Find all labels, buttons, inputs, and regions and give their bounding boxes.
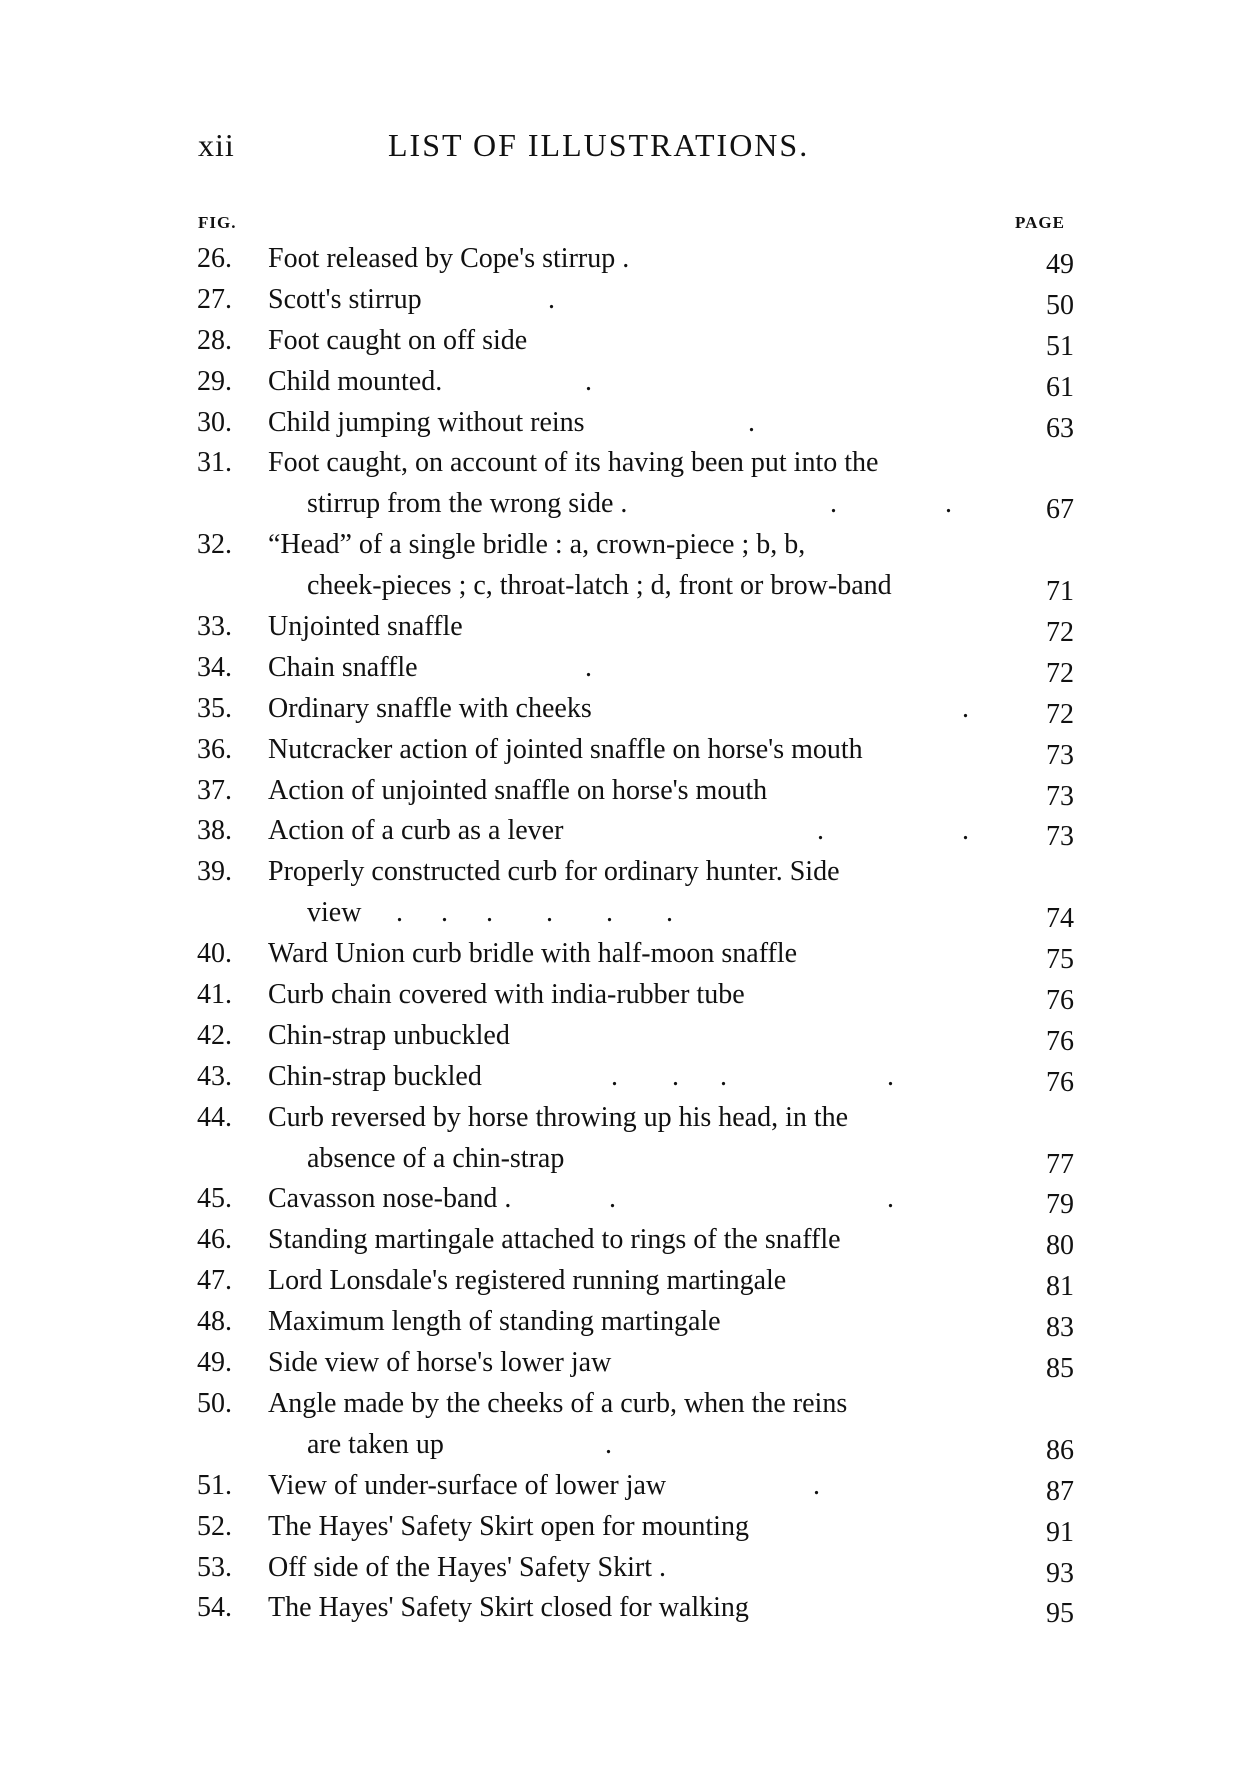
figure-number: 50. bbox=[197, 1387, 232, 1419]
figure-caption: cheek-pieces ; c, throat-latch ; d, front or brow-band bbox=[307, 570, 892, 602]
page-number: 77 bbox=[1046, 1148, 1074, 1180]
figure-number: 53. bbox=[197, 1551, 232, 1583]
figure-caption: Action of a curb as a lever bbox=[268, 815, 564, 847]
figure-caption: Curb chain covered with india-rubber tube bbox=[268, 979, 745, 1011]
figure-number: 36. bbox=[197, 733, 232, 765]
page-number: 73 bbox=[1046, 780, 1074, 812]
page-number: 79 bbox=[1046, 1189, 1074, 1221]
list-entry-line bbox=[0, 1098, 1259, 1139]
list-entry-line bbox=[0, 1466, 1259, 1507]
list-entry-line bbox=[0, 1179, 1259, 1220]
page-folio: xii bbox=[198, 127, 235, 163]
page-number: 73 bbox=[1046, 739, 1074, 771]
page-number: 63 bbox=[1046, 412, 1074, 444]
leader-dot: . bbox=[720, 1060, 727, 1092]
leader-dot: . bbox=[548, 283, 555, 315]
figure-caption: Unjointed snaffle bbox=[268, 611, 463, 643]
list-entry-line bbox=[0, 1384, 1259, 1425]
figure-caption: Foot caught on off side bbox=[268, 324, 528, 356]
figure-caption: stirrup from the wrong side . bbox=[307, 488, 628, 520]
figure-number: 54. bbox=[197, 1592, 232, 1624]
page-number: 50 bbox=[1046, 289, 1074, 321]
figure-caption: The Hayes' Safety Skirt closed for walking bbox=[268, 1592, 749, 1624]
page-number: 86 bbox=[1046, 1434, 1074, 1466]
page-number: 83 bbox=[1046, 1312, 1074, 1344]
list-entry-line bbox=[0, 811, 1259, 852]
figure-number: 51. bbox=[197, 1469, 232, 1501]
list-entry-line bbox=[0, 239, 1259, 280]
leader-dot: . bbox=[887, 1060, 894, 1092]
leader-dot: . bbox=[887, 1183, 894, 1215]
page-number: 95 bbox=[1046, 1598, 1074, 1630]
page-number: 76 bbox=[1046, 985, 1074, 1017]
list-entry-line bbox=[0, 852, 1259, 893]
figure-caption: Action of unjointed snaffle on horse's mouth bbox=[268, 774, 768, 806]
list-entry-line bbox=[0, 321, 1259, 362]
list-entry-line bbox=[0, 566, 1259, 607]
list-entry-line bbox=[0, 443, 1259, 484]
figure-caption: Child jumping without reins bbox=[268, 406, 585, 438]
figure-number: 35. bbox=[197, 692, 232, 724]
leader-dot: . bbox=[585, 365, 592, 397]
leader-dot: . bbox=[611, 1060, 618, 1092]
leader-dot: . bbox=[813, 1469, 820, 1501]
page-number: 93 bbox=[1046, 1557, 1074, 1589]
page-number: 73 bbox=[1046, 821, 1074, 853]
list-entry-line bbox=[0, 1220, 1259, 1261]
figure-caption: Chin-strap unbuckled bbox=[268, 1019, 510, 1051]
figure-caption: Angle made by the cheeks of a curb, when the reins bbox=[268, 1387, 848, 1419]
list-entry-line bbox=[0, 893, 1259, 934]
page-number: 61 bbox=[1046, 371, 1074, 403]
list-entry-line bbox=[0, 1507, 1259, 1548]
leader-dot: . bbox=[605, 1428, 612, 1460]
figure-number: 39. bbox=[197, 856, 232, 888]
list-entry-line bbox=[0, 525, 1259, 566]
list-entry-line bbox=[0, 280, 1259, 321]
leader-dot: . bbox=[546, 897, 553, 929]
leader-dot: . bbox=[962, 815, 969, 847]
figure-caption: Maximum length of standing martingale bbox=[268, 1306, 721, 1338]
figure-caption: “Head” of a single bridle : a, crown-piece ; b, b, bbox=[268, 529, 806, 561]
figure-number: 52. bbox=[197, 1510, 232, 1542]
list-entry-line bbox=[0, 1302, 1259, 1343]
list-entry-line bbox=[0, 1057, 1259, 1098]
figure-caption: Chin-strap buckled bbox=[268, 1060, 482, 1092]
figure-caption: Foot caught, on account of its having been put into the bbox=[268, 447, 879, 479]
running-title: LIST OF ILLUSTRATIONS. bbox=[388, 127, 810, 163]
list-entry-line bbox=[0, 1261, 1259, 1302]
figure-number: 40. bbox=[197, 938, 232, 970]
page-number: 80 bbox=[1046, 1230, 1074, 1262]
figure-number: 32. bbox=[197, 529, 232, 561]
figure-caption: Properly constructed curb for ordinary hunter. Side bbox=[268, 856, 840, 888]
list-entry-line bbox=[0, 1548, 1259, 1589]
leader-dot: . bbox=[830, 488, 837, 520]
figure-caption: Scott's stirrup bbox=[268, 283, 422, 315]
leader-dot: . bbox=[945, 488, 952, 520]
figure-caption: Child mounted. bbox=[268, 365, 443, 397]
list-entry-line bbox=[0, 1016, 1259, 1057]
list-entry-line bbox=[0, 362, 1259, 403]
figure-caption: Standing martingale attached to rings of the snaffle bbox=[268, 1224, 841, 1256]
figure-caption: Off side of the Hayes' Safety Skirt . bbox=[268, 1551, 667, 1583]
figure-number: 28. bbox=[197, 324, 232, 356]
figure-number: 33. bbox=[197, 611, 232, 643]
list-entry-line bbox=[0, 1139, 1259, 1180]
figure-number: 49. bbox=[197, 1347, 232, 1379]
list-entry-line bbox=[0, 648, 1259, 689]
leader-dot: . bbox=[585, 651, 592, 683]
leader-dot: . bbox=[396, 897, 403, 929]
figure-caption: view bbox=[307, 897, 362, 929]
page-column-heading: PAGE bbox=[1015, 213, 1065, 232]
leader-dot: . bbox=[748, 406, 755, 438]
page-number: 87 bbox=[1046, 1475, 1074, 1507]
page-number: 91 bbox=[1046, 1516, 1074, 1548]
page-number: 72 bbox=[1046, 657, 1074, 689]
page-number: 75 bbox=[1046, 944, 1074, 976]
page-number: 74 bbox=[1046, 903, 1074, 935]
list-entry-line bbox=[0, 1425, 1259, 1466]
figure-caption: Side view of horse's lower jaw bbox=[268, 1347, 612, 1379]
figure-number: 44. bbox=[197, 1101, 232, 1133]
leader-dot: . bbox=[609, 1183, 616, 1215]
list-entry-line bbox=[0, 934, 1259, 975]
figure-caption: View of under-surface of lower jaw bbox=[268, 1469, 667, 1501]
leader-dot: . bbox=[666, 897, 673, 929]
figure-number: 26. bbox=[197, 243, 232, 274]
figure-caption: are taken up bbox=[307, 1428, 444, 1460]
list-entry-line bbox=[0, 689, 1259, 730]
figure-caption: Nutcracker action of jointed snaffle on horse's mouth bbox=[268, 733, 863, 765]
page-number: 72 bbox=[1046, 698, 1074, 730]
figure-number: 45. bbox=[197, 1183, 232, 1215]
figure-number: 34. bbox=[197, 651, 232, 683]
list-entry-line bbox=[0, 484, 1259, 525]
page-number: 76 bbox=[1046, 1025, 1074, 1057]
figure-caption: Lord Lonsdale's registered running martingale bbox=[268, 1265, 787, 1297]
page-number: 72 bbox=[1046, 617, 1074, 649]
leader-dot: . bbox=[486, 897, 493, 929]
leader-dot: . bbox=[672, 1060, 679, 1092]
page-number: 51 bbox=[1046, 330, 1074, 362]
figure-caption: Ward Union curb bridle with half-moon snaffle bbox=[268, 938, 798, 970]
list-entry-line bbox=[0, 403, 1259, 444]
figure-caption: Ordinary snaffle with cheeks bbox=[268, 692, 592, 724]
page-number: 71 bbox=[1046, 576, 1074, 608]
figure-number: 43. bbox=[197, 1060, 232, 1092]
figure-number: 30. bbox=[197, 406, 232, 438]
page-number: 85 bbox=[1046, 1353, 1074, 1385]
figure-number: 31. bbox=[197, 447, 232, 479]
figure-number: 38. bbox=[197, 815, 232, 847]
figure-number: 29. bbox=[197, 365, 232, 397]
fig-column-heading: FIG. bbox=[198, 213, 237, 232]
figure-number: 41. bbox=[197, 979, 232, 1011]
leader-dot: . bbox=[817, 815, 824, 847]
figure-caption: absence of a chin-strap bbox=[307, 1142, 565, 1174]
figure-number: 27. bbox=[197, 283, 232, 315]
leader-dot: . bbox=[962, 692, 969, 724]
figure-number: 46. bbox=[197, 1224, 232, 1256]
list-entry-line bbox=[0, 1588, 1259, 1629]
page-number: 76 bbox=[1046, 1066, 1074, 1098]
illustration-list bbox=[0, 239, 1259, 1629]
list-entry-line bbox=[0, 1343, 1259, 1384]
list-entry-line bbox=[0, 771, 1259, 812]
figure-number: 48. bbox=[197, 1306, 232, 1338]
figure-caption: Chain snaffle bbox=[268, 651, 418, 683]
page-number: 81 bbox=[1046, 1271, 1074, 1303]
figure-caption: Cavasson nose-band . bbox=[268, 1183, 512, 1215]
figure-number: 47. bbox=[197, 1265, 232, 1297]
leader-dot: . bbox=[606, 897, 613, 929]
list-entry-line bbox=[0, 975, 1259, 1016]
list-entry-line bbox=[0, 730, 1259, 771]
figure-caption: Foot released by Cope's stirrup . bbox=[268, 243, 630, 274]
page-number: 49 bbox=[1046, 249, 1074, 280]
figure-caption: The Hayes' Safety Skirt open for mounting bbox=[268, 1510, 749, 1542]
leader-dot: . bbox=[441, 897, 448, 929]
figure-number: 37. bbox=[197, 774, 232, 806]
page-number: 67 bbox=[1046, 494, 1074, 526]
figure-number: 42. bbox=[197, 1019, 232, 1051]
figure-caption: Curb reversed by horse throwing up his head, in the bbox=[268, 1101, 849, 1133]
list-entry-line bbox=[0, 607, 1259, 648]
